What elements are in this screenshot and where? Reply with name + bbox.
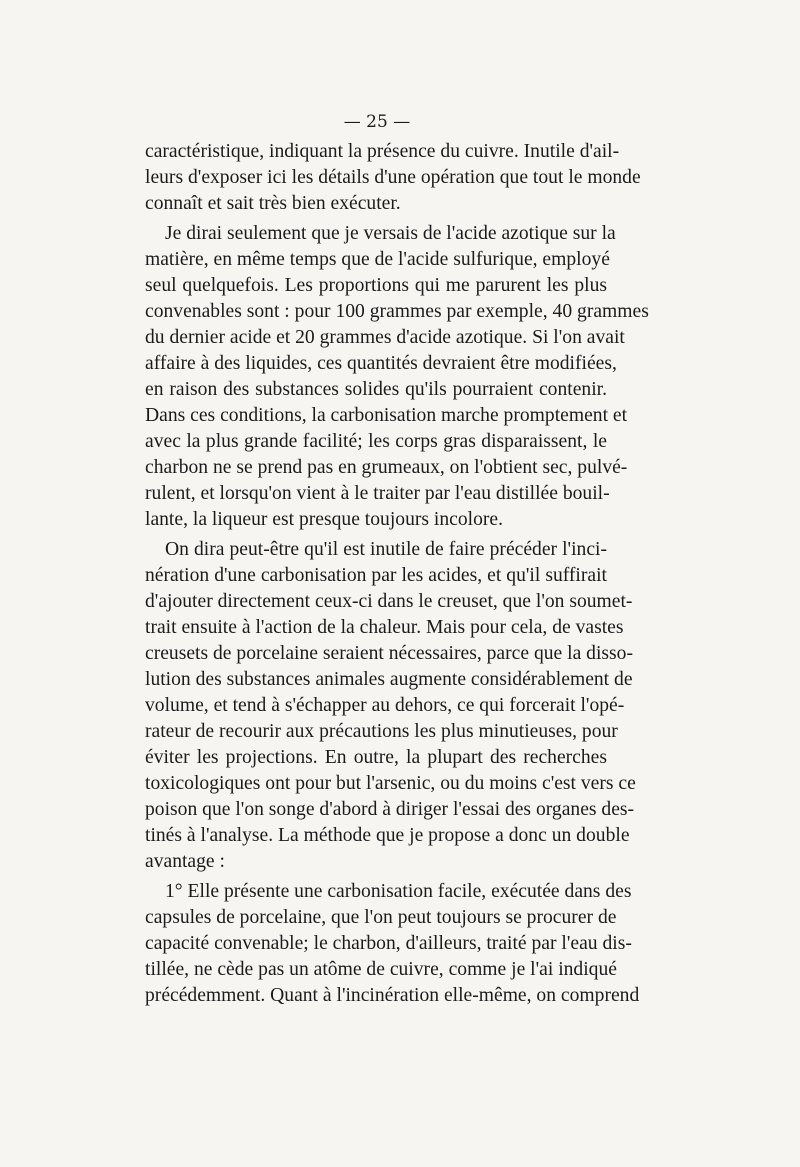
text-line: avantage : — [145, 851, 225, 872]
text-line: seul quelquefois. Les proportions qui me parurent les plus — [145, 275, 607, 296]
text-line: volume, et tend à s'échapper au dehors, ce qui forcerait l'opé- — [145, 695, 625, 716]
text-line: trait ensuite à l'action de la chaleur. Mais pour cela, de vastes — [145, 617, 624, 638]
text-line: rulent, et lorsqu'on vient à le traiter par l'eau distillée bouil- — [145, 483, 610, 504]
text-line: convenables sont : pour 100 grammes par exemple, 40 grammes — [145, 301, 649, 322]
text-line: tinés à l'analyse. La méthode que je propose a donc un double — [145, 825, 630, 846]
text-line: 1° Elle présente une carbonisation facile, exécutée dans des — [165, 881, 632, 902]
text-line: creusets de porcelaine seraient nécessaires, parce que la disso- — [145, 643, 633, 664]
text-line: charbon ne se prend pas en grumeaux, on l'obtient sec, pulvé- — [145, 457, 628, 478]
body-text — [145, 139, 649, 1009]
text-line: d'ajouter directement ceux-ci dans le creuset, que l'on soumet- — [145, 591, 633, 612]
page-number: — 25 — — [343, 112, 411, 132]
text-line: capsules de porcelaine, que l'on peut toujours se procurer de — [145, 907, 617, 928]
text-line: matière, en même temps que de l'acide sulfurique, employé — [145, 249, 610, 270]
text-line: On dira peut-être qu'il est inutile de faire précéder l'inci- — [165, 539, 607, 560]
text-line: tillée, ne cède pas un atôme de cuivre, comme je l'ai indiqué — [145, 959, 617, 980]
text-line: affaire à des liquides, ces quantités devraient être modifiées, — [145, 353, 617, 374]
text-line: caractéristique, indiquant la présence du cuivre. Inutile d'ail- — [145, 141, 620, 162]
text-line: Je dirai seulement que je versais de l'acide azotique sur la — [165, 223, 616, 244]
text-line: nération d'une carbonisation par les acides, et qu'il suffirait — [145, 565, 607, 586]
text-line: toxicologiques ont pour but l'arsenic, ou du moins c'est vers ce — [145, 773, 636, 794]
text-line: lution des substances animales augmente considérablement de — [145, 669, 633, 690]
paragraph — [145, 537, 636, 875]
paragraph — [145, 879, 640, 1009]
paragraph — [145, 221, 649, 533]
text-line: rateur de recourir aux précautions les plus minutieuses, pour — [145, 721, 618, 742]
text-line: lante, la liqueur est presque toujours incolore. — [145, 509, 504, 530]
text-line: en raison des substances solides qu'ils pourraient contenir. — [145, 379, 607, 400]
text-line: précédemment. Quant à l'incinération elle-même, on comprend — [145, 985, 640, 1006]
text-line: éviter les projections. En outre, la plupart des recherches — [145, 747, 607, 768]
text-line: avec la plus grande facilité; les corps gras disparaissent, le — [145, 431, 607, 452]
text-line: leurs d'exposer ici les détails d'une opération que tout le monde — [145, 167, 641, 188]
text-line: du dernier acide et 20 grammes d'acide azotique. Si l'on avait — [145, 327, 625, 348]
paragraph — [145, 139, 641, 217]
text-line: capacité convenable; le charbon, d'ailleurs, traité par l'eau dis- — [145, 933, 632, 954]
text-line: poison que l'on songe d'abord à diriger l'essai des organes des- — [145, 799, 635, 820]
text-line: connaît et sait très bien exécuter. — [145, 193, 401, 214]
text-line: Dans ces conditions, la carbonisation marche promptement et — [145, 405, 628, 426]
